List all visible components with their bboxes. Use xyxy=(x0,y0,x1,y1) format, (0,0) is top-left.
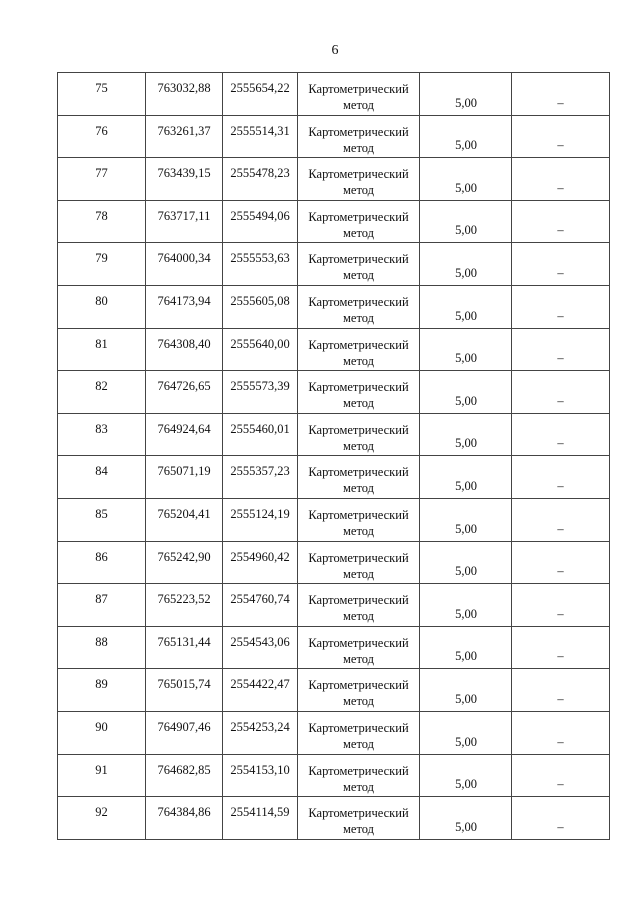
method-cell xyxy=(298,711,420,754)
coord-x-cell: 764726,65 xyxy=(146,371,223,414)
note-cell: – xyxy=(512,73,610,116)
accuracy-cell: 5,00 xyxy=(420,413,512,456)
coord-x-cell: 764000,34 xyxy=(146,243,223,286)
method-line-1: Картометрический xyxy=(308,465,409,480)
note-cell: – xyxy=(512,115,610,158)
coord-y-cell: 2555605,08 xyxy=(223,285,298,328)
method-line-2: метод xyxy=(342,609,374,624)
coord-x-cell: 765223,52 xyxy=(146,584,223,627)
note-cell: – xyxy=(512,754,610,797)
coord-x-cell: 764907,46 xyxy=(146,711,223,754)
note-cell: – xyxy=(512,285,610,328)
table-row xyxy=(58,285,610,328)
table-row xyxy=(58,328,610,371)
method-cell xyxy=(298,541,420,584)
table-row xyxy=(58,456,610,499)
point-number-cell: 86 xyxy=(58,541,146,584)
accuracy-cell: 5,00 xyxy=(420,328,512,371)
method-cell xyxy=(298,584,420,627)
method-line-2: метод xyxy=(342,779,374,794)
method-line-2: метод xyxy=(342,651,374,666)
accuracy-cell: 5,00 xyxy=(420,541,512,584)
page-number: 6 xyxy=(331,43,339,58)
point-number-cell: 76 xyxy=(58,115,146,158)
coord-x-cell: 765015,74 xyxy=(146,669,223,712)
method-line-2: метод xyxy=(342,140,374,155)
table-row xyxy=(58,669,610,712)
method-cell xyxy=(298,158,420,201)
note-cell: – xyxy=(512,541,610,584)
coord-x-cell: 763261,37 xyxy=(146,115,223,158)
method-cell xyxy=(298,285,420,328)
method-line-1: Картометрический xyxy=(308,422,409,437)
coord-x-cell: 764173,94 xyxy=(146,285,223,328)
point-number-cell: 77 xyxy=(58,158,146,201)
method-cell xyxy=(298,413,420,456)
coord-y-cell: 2555478,23 xyxy=(223,158,298,201)
method-cell xyxy=(298,498,420,541)
note-cell: – xyxy=(512,158,610,201)
point-number-cell: 89 xyxy=(58,669,146,712)
method-cell xyxy=(298,626,420,669)
method-line-1: Картометрический xyxy=(308,252,409,267)
table-row xyxy=(58,584,610,627)
note-cell: – xyxy=(512,797,610,840)
method-line-1: Картометрический xyxy=(308,763,409,778)
method-line-2: метод xyxy=(342,566,374,581)
coord-x-cell: 763717,11 xyxy=(146,200,223,243)
note-cell: – xyxy=(512,498,610,541)
accuracy-cell: 5,00 xyxy=(420,626,512,669)
method-line-1: Картометрический xyxy=(308,209,409,224)
accuracy-cell: 5,00 xyxy=(420,754,512,797)
point-number-cell: 78 xyxy=(58,200,146,243)
coord-y-cell: 2555124,19 xyxy=(223,498,298,541)
method-line-1: Картометрический xyxy=(308,380,409,395)
accuracy-cell: 5,00 xyxy=(420,200,512,243)
coord-x-cell: 763032,88 xyxy=(146,73,223,116)
accuracy-cell: 5,00 xyxy=(420,456,512,499)
coord-x-cell: 764682,85 xyxy=(146,754,223,797)
table-row xyxy=(58,73,610,116)
method-line-1: Картометрический xyxy=(308,294,409,309)
coord-x-cell: 765071,19 xyxy=(146,456,223,499)
coord-y-cell: 2554253,24 xyxy=(223,711,298,754)
accuracy-cell: 5,00 xyxy=(420,243,512,286)
coord-x-cell: 765242,90 xyxy=(146,541,223,584)
table-row xyxy=(58,243,610,286)
accuracy-cell: 5,00 xyxy=(420,158,512,201)
coord-y-cell: 2555514,31 xyxy=(223,115,298,158)
coord-y-cell: 2555553,63 xyxy=(223,243,298,286)
point-number-cell: 80 xyxy=(58,285,146,328)
note-cell: – xyxy=(512,669,610,712)
method-line-2: метод xyxy=(342,353,374,368)
table-row xyxy=(58,371,610,414)
method-line-2: метод xyxy=(342,396,374,411)
point-number-cell: 92 xyxy=(58,797,146,840)
coord-y-cell: 2554960,42 xyxy=(223,541,298,584)
coord-y-cell: 2554114,59 xyxy=(223,797,298,840)
method-line-2: метод xyxy=(342,523,374,538)
coord-x-cell: 765131,44 xyxy=(146,626,223,669)
table-row xyxy=(58,498,610,541)
method-line-2: метод xyxy=(342,98,374,112)
accuracy-cell: 5,00 xyxy=(420,73,512,116)
table-row xyxy=(58,797,610,840)
coord-y-cell: 2554422,47 xyxy=(223,669,298,712)
coord-x-cell: 764384,86 xyxy=(146,797,223,840)
table-row xyxy=(58,711,610,754)
point-number-cell: 82 xyxy=(58,371,146,414)
method-line-1: Картометрический xyxy=(308,124,409,139)
note-cell: – xyxy=(512,626,610,669)
coord-x-cell: 764924,64 xyxy=(146,413,223,456)
method-line-2: метод xyxy=(342,438,374,453)
accuracy-cell: 5,00 xyxy=(420,371,512,414)
point-number-cell: 88 xyxy=(58,626,146,669)
point-number-cell: 87 xyxy=(58,584,146,627)
table-row xyxy=(58,115,610,158)
method-cell xyxy=(298,328,420,371)
note-cell: – xyxy=(512,456,610,499)
method-cell xyxy=(298,456,420,499)
method-line-1: Картометрический xyxy=(308,593,409,608)
coordinates-table-body xyxy=(58,73,610,840)
coord-y-cell: 2554543,06 xyxy=(223,626,298,669)
point-number-cell: 75 xyxy=(58,73,146,116)
method-line-2: метод xyxy=(342,183,374,198)
coord-x-cell: 764308,40 xyxy=(146,328,223,371)
method-line-2: метод xyxy=(342,481,374,496)
method-line-1: Картометрический xyxy=(308,678,409,693)
method-line-2: метод xyxy=(342,225,374,240)
coord-y-cell: 2555640,00 xyxy=(223,328,298,371)
note-cell: – xyxy=(512,371,610,414)
point-number-cell: 81 xyxy=(58,328,146,371)
table-row xyxy=(58,413,610,456)
method-line-2: метод xyxy=(342,822,374,837)
note-cell: – xyxy=(512,243,610,286)
note-cell: – xyxy=(512,413,610,456)
coord-y-cell: 2555357,23 xyxy=(223,456,298,499)
coord-y-cell: 2555654,22 xyxy=(223,73,298,116)
accuracy-cell: 5,00 xyxy=(420,584,512,627)
method-line-1: Картометрический xyxy=(308,550,409,565)
method-line-1: Картометрический xyxy=(308,337,409,352)
note-cell: – xyxy=(512,200,610,243)
coord-y-cell: 2554153,10 xyxy=(223,754,298,797)
method-cell xyxy=(298,797,420,840)
point-number-cell: 85 xyxy=(58,498,146,541)
method-cell xyxy=(298,115,420,158)
table-row xyxy=(58,754,610,797)
coord-x-cell: 765204,41 xyxy=(146,498,223,541)
method-line-2: метод xyxy=(342,736,374,751)
accuracy-cell: 5,00 xyxy=(420,797,512,840)
method-cell xyxy=(298,754,420,797)
coord-y-cell: 2555573,39 xyxy=(223,371,298,414)
accuracy-cell: 5,00 xyxy=(420,115,512,158)
note-cell: – xyxy=(512,711,610,754)
point-number-cell: 84 xyxy=(58,456,146,499)
method-line-1: Картометрический xyxy=(308,167,409,182)
point-number-cell: 83 xyxy=(58,413,146,456)
accuracy-cell: 5,00 xyxy=(420,285,512,328)
method-cell xyxy=(298,200,420,243)
method-line-1: Картометрический xyxy=(308,720,409,735)
table-row xyxy=(58,541,610,584)
coord-x-cell: 763439,15 xyxy=(146,158,223,201)
table-row xyxy=(58,200,610,243)
note-cell: – xyxy=(512,328,610,371)
point-number-cell: 79 xyxy=(58,243,146,286)
note-cell: – xyxy=(512,584,610,627)
method-line-2: метод xyxy=(342,310,374,325)
coord-y-cell: 2554760,74 xyxy=(223,584,298,627)
method-cell xyxy=(298,371,420,414)
coordinates-table xyxy=(57,72,610,840)
point-number-cell: 90 xyxy=(58,711,146,754)
coord-y-cell: 2555494,06 xyxy=(223,200,298,243)
point-number-cell: 91 xyxy=(58,754,146,797)
method-line-2: метод xyxy=(342,694,374,709)
accuracy-cell: 5,00 xyxy=(420,669,512,712)
method-line-2: метод xyxy=(342,268,374,283)
method-cell xyxy=(298,243,420,286)
table-row xyxy=(58,158,610,201)
method-line-1: Картометрический xyxy=(308,806,409,821)
method-cell xyxy=(298,73,420,116)
table-row xyxy=(58,626,610,669)
method-line-1: Картометрический xyxy=(308,82,409,96)
method-cell xyxy=(298,669,420,712)
method-line-1: Картометрический xyxy=(308,507,409,522)
method-line-1: Картометрический xyxy=(308,635,409,650)
coord-y-cell: 2555460,01 xyxy=(223,413,298,456)
accuracy-cell: 5,00 xyxy=(420,711,512,754)
accuracy-cell: 5,00 xyxy=(420,498,512,541)
